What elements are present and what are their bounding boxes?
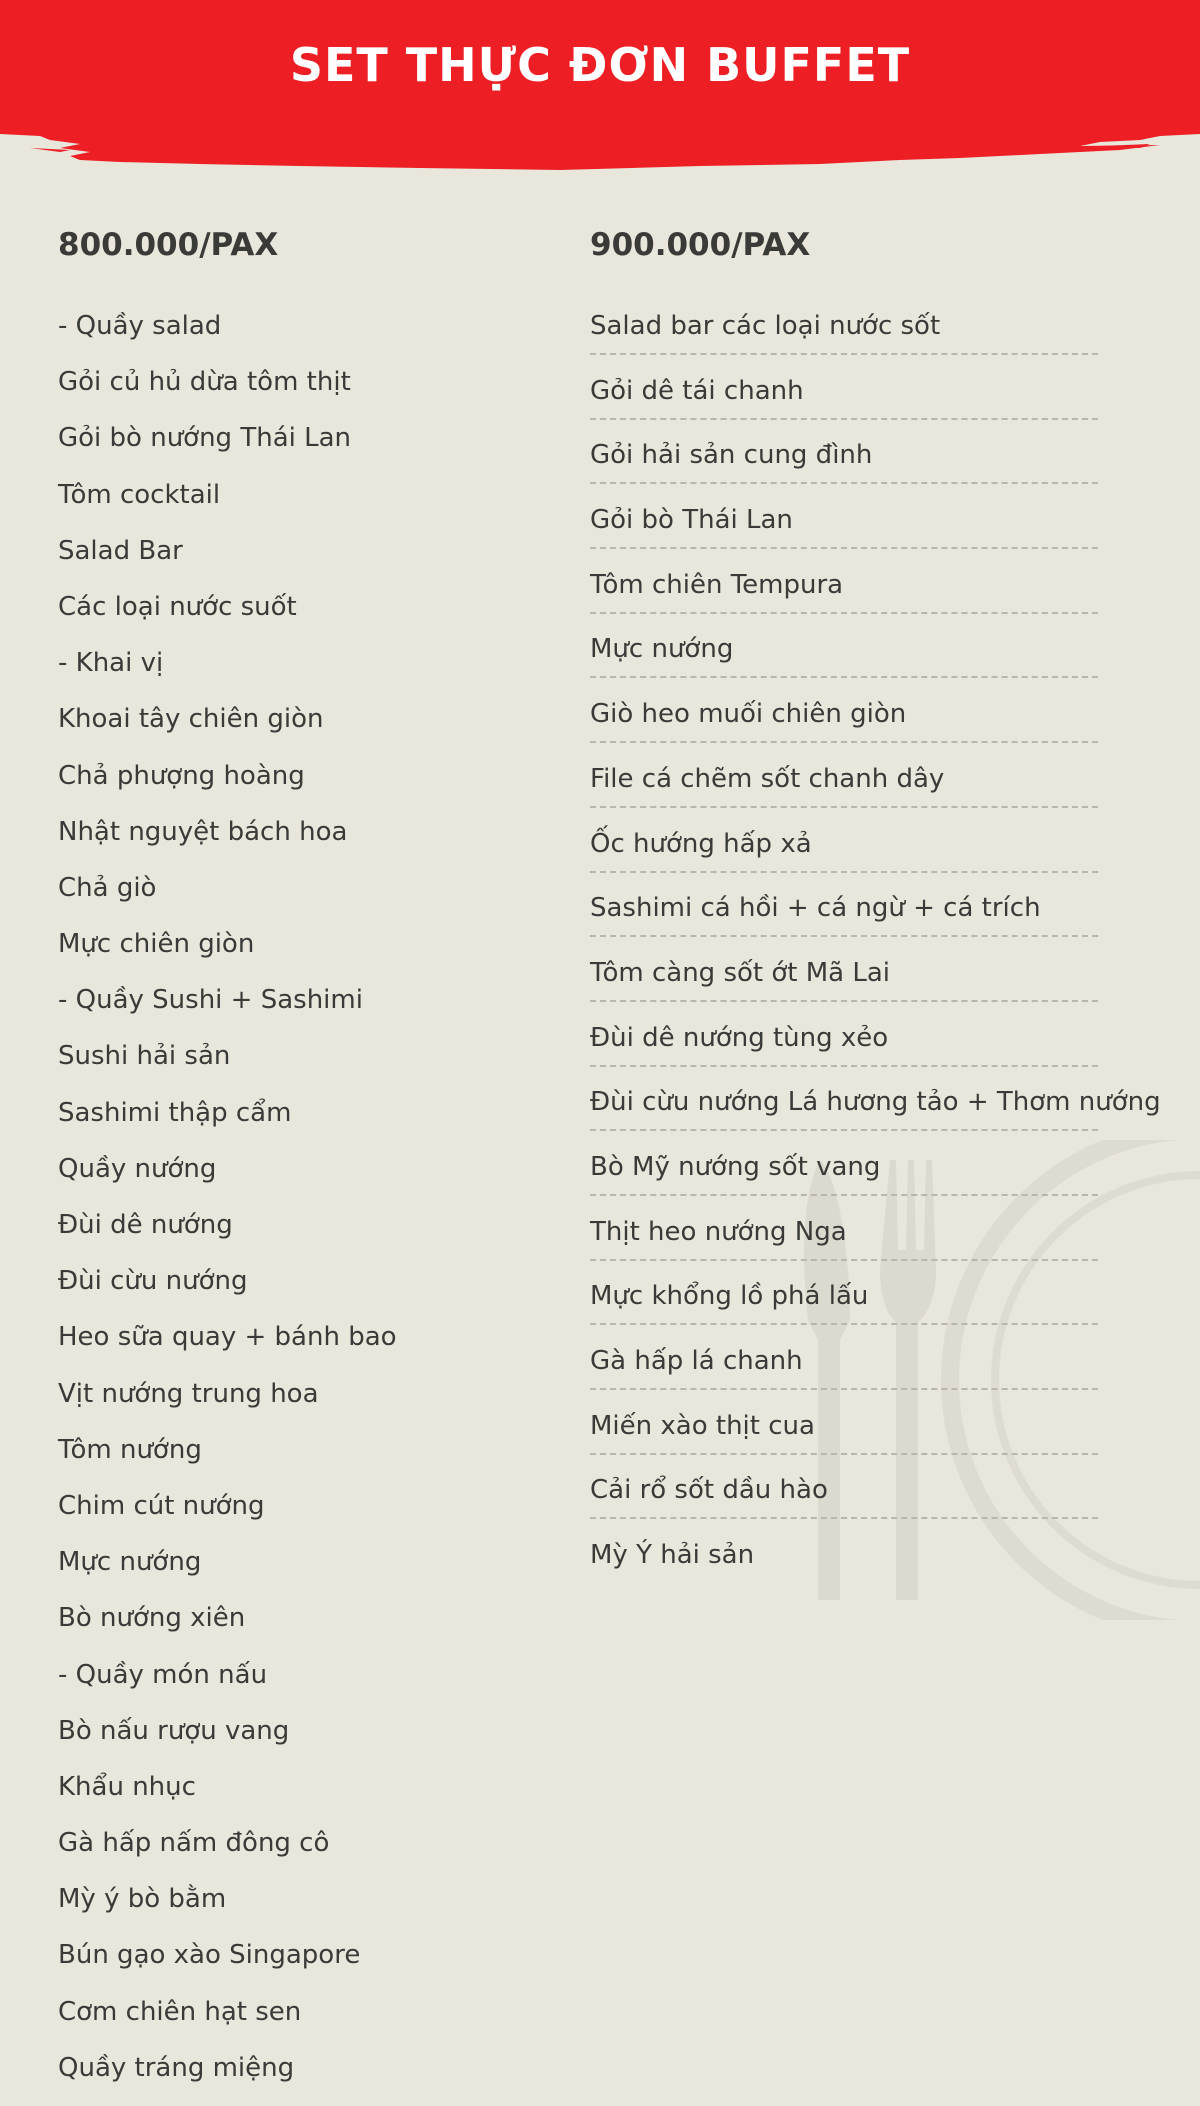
dashed-divider bbox=[590, 1517, 1098, 1519]
menu-item bbox=[590, 1343, 1190, 1408]
dashed-divider bbox=[590, 676, 1098, 678]
menu-item bbox=[590, 1278, 1190, 1343]
menu-item bbox=[590, 1020, 1190, 1085]
menu-item-label: Thịt heo nướng Nga bbox=[590, 1216, 847, 1247]
dashed-divider bbox=[590, 806, 1098, 808]
menu-item: Đùi cừu nướng bbox=[58, 1266, 248, 1297]
menu-item-label: Bò Mỹ nướng sốt vang bbox=[590, 1151, 881, 1182]
menu-item bbox=[590, 1214, 1190, 1279]
menu-item: Khẩu nhục bbox=[58, 1771, 196, 1802]
menu-item-label: File cá chẽm sốt chanh dây bbox=[590, 763, 945, 794]
menu-item bbox=[590, 890, 1190, 955]
menu-item-label: Đùi dê nướng tùng xẻo bbox=[590, 1022, 889, 1053]
menu-item: Đùi dê nướng bbox=[58, 1210, 233, 1240]
menu-item bbox=[590, 308, 1190, 373]
menu-item-label: Gỏi dê tái chanh bbox=[590, 375, 804, 406]
menu-item bbox=[590, 696, 1190, 761]
dashed-divider bbox=[590, 1388, 1098, 1390]
menu-item-label: Ốc hướng hấp xả bbox=[590, 828, 812, 859]
menu-800k-list bbox=[58, 308, 538, 2106]
dashed-divider bbox=[590, 1323, 1098, 1325]
menu-item: Gỏi củ hủ dừa tôm thịt bbox=[58, 367, 351, 398]
menu-item: Tôm cocktail bbox=[58, 479, 221, 510]
menu-item bbox=[590, 1149, 1190, 1214]
menu-item bbox=[590, 826, 1190, 891]
menu-item: Heo sữa quay + bánh bao bbox=[58, 1322, 397, 1353]
menu-item bbox=[590, 955, 1190, 1020]
menu-item: Chả phượng hoàng bbox=[58, 760, 305, 791]
dashed-divider bbox=[590, 353, 1098, 355]
menu-item-label: Mực nướng bbox=[590, 634, 734, 665]
menu-item: - Quầy món nấu bbox=[58, 1659, 268, 1690]
menu-item: Vịt nướng trung hoa bbox=[58, 1378, 319, 1409]
menu-item: Mực nướng bbox=[58, 1547, 202, 1578]
menu-item: Cơm chiên hạt sen bbox=[58, 1996, 302, 2027]
menu-item bbox=[590, 502, 1190, 567]
menu-item bbox=[590, 1408, 1190, 1473]
menu-item-label: Mỳ Ý hải sản bbox=[590, 1540, 755, 1571]
menu-item-label: Giò heo muối chiên giòn bbox=[590, 699, 907, 730]
menu-item-label: Gỏi hải sản cung đình bbox=[590, 440, 873, 471]
menu-item-label: Salad bar các loại nước sốt bbox=[590, 311, 941, 341]
menu-item bbox=[590, 1537, 1190, 1602]
dashed-divider bbox=[590, 547, 1098, 549]
menu-item: Khoai tây chiên giòn bbox=[58, 704, 324, 735]
header-banner bbox=[0, 0, 1200, 180]
dashed-divider bbox=[590, 1000, 1098, 1002]
dashed-divider bbox=[590, 1065, 1098, 1067]
menu-item-label: Cải rổ sốt dầu hào bbox=[590, 1475, 828, 1506]
dashed-divider bbox=[590, 935, 1098, 937]
page-title: SET THỰC ĐƠN BUFFET bbox=[289, 38, 911, 92]
menu-item: - Quầy Sushi + Sashimi bbox=[58, 985, 363, 1016]
menu-item-label: Tôm càng sốt ớt Mã Lai bbox=[590, 957, 891, 988]
menu-item: - Khai vị bbox=[58, 648, 164, 679]
menu-item: Bò nấu rượu vang bbox=[58, 1715, 290, 1746]
dashed-divider bbox=[590, 1129, 1098, 1131]
menu-item bbox=[590, 437, 1190, 502]
menu-item-label: Tôm chiên Tempura bbox=[590, 569, 844, 600]
menu-item: Bún gạo xào Singapore bbox=[58, 1940, 361, 1971]
menu-item: Salad Bar bbox=[58, 535, 183, 566]
menu-item bbox=[590, 1084, 1190, 1149]
menu-item: Sashimi thập cẩm bbox=[58, 1097, 292, 1128]
menu-item-label: Gà hấp lá chanh bbox=[590, 1346, 803, 1376]
menu-item: Quầy nướng bbox=[58, 1153, 217, 1184]
menu-item bbox=[590, 631, 1190, 696]
price-800k: 800.000/PAX bbox=[58, 227, 279, 263]
menu-900k-list bbox=[590, 308, 1190, 1602]
menu-item bbox=[590, 1472, 1190, 1537]
menu-item: Mực chiên giòn bbox=[58, 929, 255, 960]
menu-item bbox=[590, 761, 1190, 826]
menu-item-label: Miến xào thịt cua bbox=[590, 1410, 815, 1441]
menu-item: Các loại nước suốt bbox=[58, 591, 297, 622]
menu-item: Tôm nướng bbox=[58, 1434, 202, 1465]
menu-item: - Quầy salad bbox=[58, 311, 222, 341]
dashed-divider bbox=[590, 612, 1098, 614]
menu-item: Quầy tráng miệng bbox=[58, 2052, 295, 2083]
menu-item: Mỳ ý bò bằm bbox=[58, 1884, 227, 1915]
dashed-divider bbox=[590, 418, 1098, 420]
menu-item-label: Sashimi cá hồi + cá ngừ + cá trích bbox=[590, 893, 1041, 924]
dashed-divider bbox=[590, 741, 1098, 743]
dashed-divider bbox=[590, 1259, 1098, 1261]
menu-item: Nhật nguyệt bách hoa bbox=[58, 816, 348, 847]
menu-item: Sushi hải sản bbox=[58, 1041, 231, 1072]
menu-900k bbox=[590, 220, 1190, 1602]
dashed-divider bbox=[590, 482, 1098, 484]
menu-item: Gỏi bò nướng Thái Lan bbox=[58, 423, 352, 454]
dashed-divider bbox=[590, 1194, 1098, 1196]
menu-item: Gà hấp nấm đông cô bbox=[58, 1828, 330, 1859]
dashed-divider bbox=[590, 871, 1098, 873]
menu-item bbox=[590, 373, 1190, 438]
menu-item-label: Mực khổng lồ phá lấu bbox=[590, 1281, 869, 1312]
price-900k: 900.000/PAX bbox=[590, 227, 811, 263]
menu-item-label: Gỏi bò Thái Lan bbox=[590, 505, 793, 536]
menu-800k bbox=[58, 220, 538, 2106]
dashed-divider bbox=[590, 1453, 1098, 1455]
menu-item bbox=[590, 567, 1190, 632]
menu-item-label: Đùi cừu nướng Lá hương tảo + Thơm nướng bbox=[590, 1087, 1161, 1118]
menu-item: Bò nướng xiên bbox=[58, 1603, 246, 1634]
menu-item: Chả giò bbox=[58, 872, 157, 903]
menu-item: Chim cút nướng bbox=[58, 1490, 265, 1521]
